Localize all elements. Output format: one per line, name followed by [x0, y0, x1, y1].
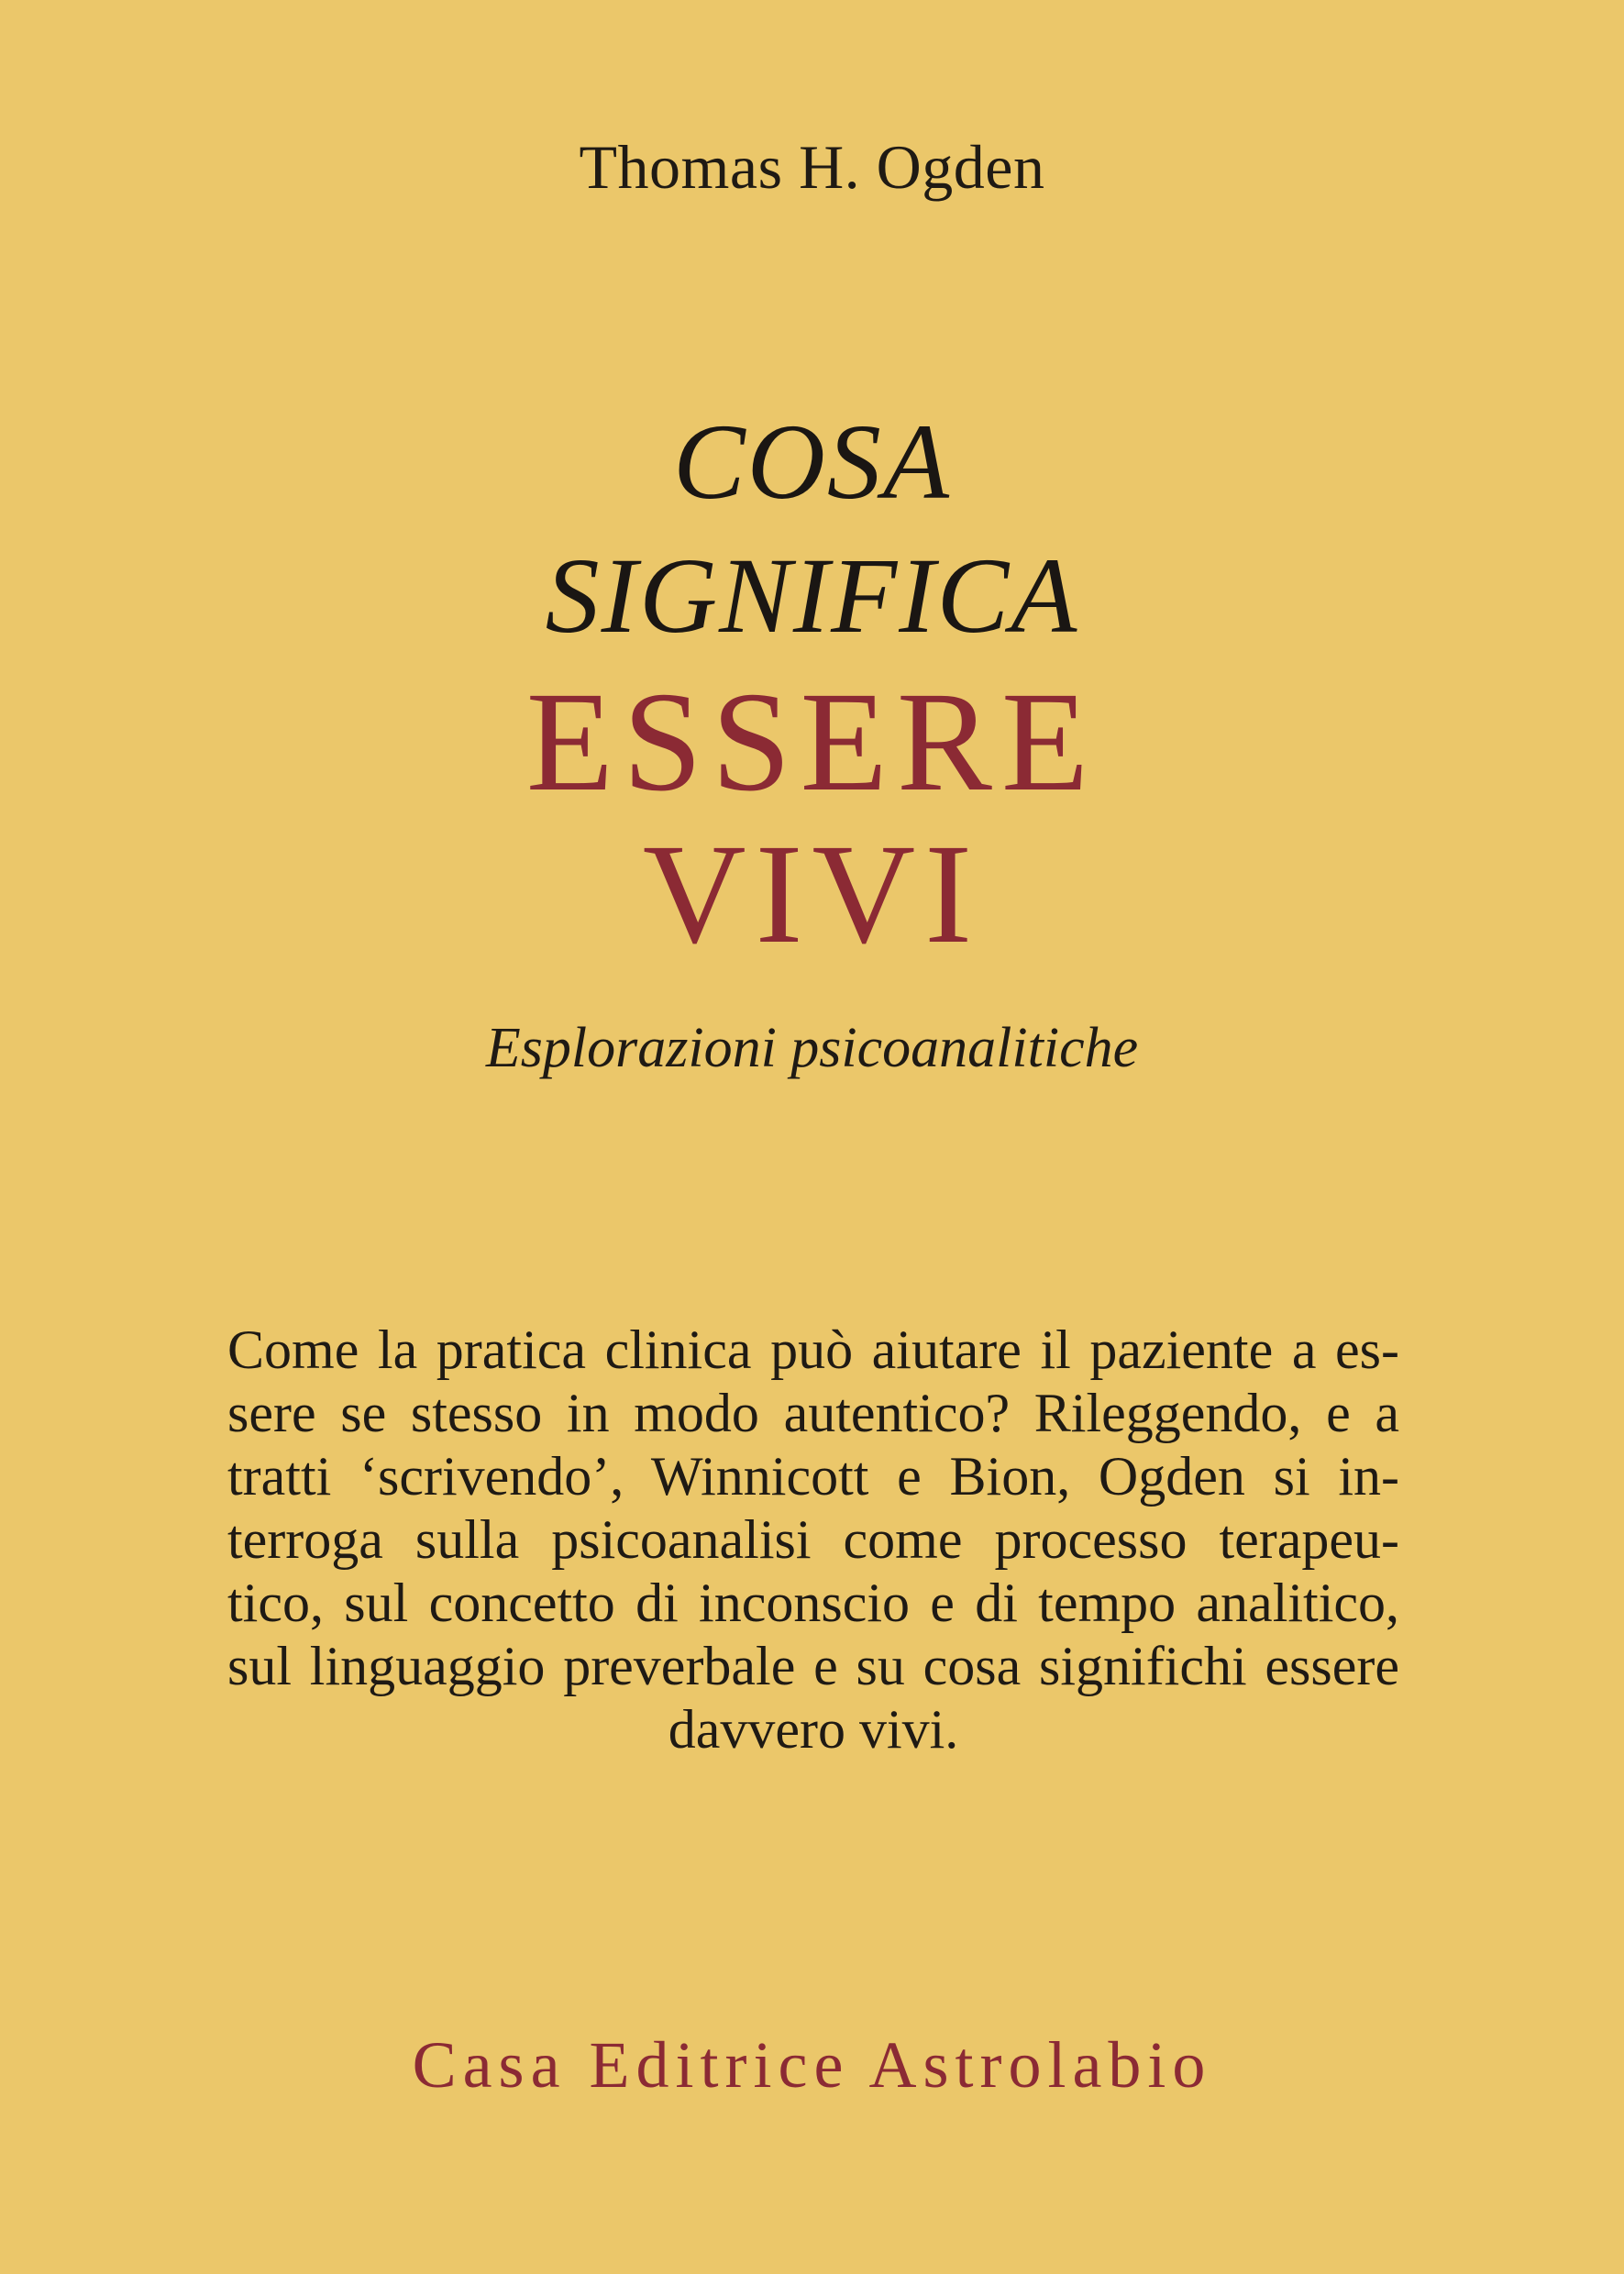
blurb-line: tico, sul concetto di inconscio e di tempo analitico,: [227, 1573, 1399, 1633]
title-line-4: VIVI: [642, 814, 982, 973]
book-title: [0, 402, 1624, 973]
title-line-1: COSA: [673, 402, 951, 522]
publisher-name: Casa Editrice Astrolabio: [412, 2028, 1212, 2102]
blurb-line: sul linguaggio preverbale e su cosa significhi essere: [227, 1636, 1399, 1696]
book-subtitle: Esplorazioni psicoanalitiche: [485, 1017, 1139, 1079]
author-name: Thomas H. Ogden: [579, 132, 1045, 202]
blurb-line: tratti ‘scrivendo’, Winnicott e Bion, Ogden si in-: [227, 1446, 1399, 1507]
blurb-line: Come la pratica clinica può aiutare il paziente a es-: [227, 1319, 1399, 1380]
title-line-2: SIGNIFICA: [545, 535, 1079, 656]
blurb-line: sere se stesso in modo autentico? Rileggendo, e a: [227, 1383, 1399, 1443]
blurb-line: terroga sulla psicoanalisi come processo terapeu-: [227, 1509, 1399, 1570]
blurb-text: [227, 1319, 1399, 1761]
title-line-3: ESSERE: [525, 662, 1099, 821]
blurb-line: davvero vivi.: [668, 1699, 959, 1760]
